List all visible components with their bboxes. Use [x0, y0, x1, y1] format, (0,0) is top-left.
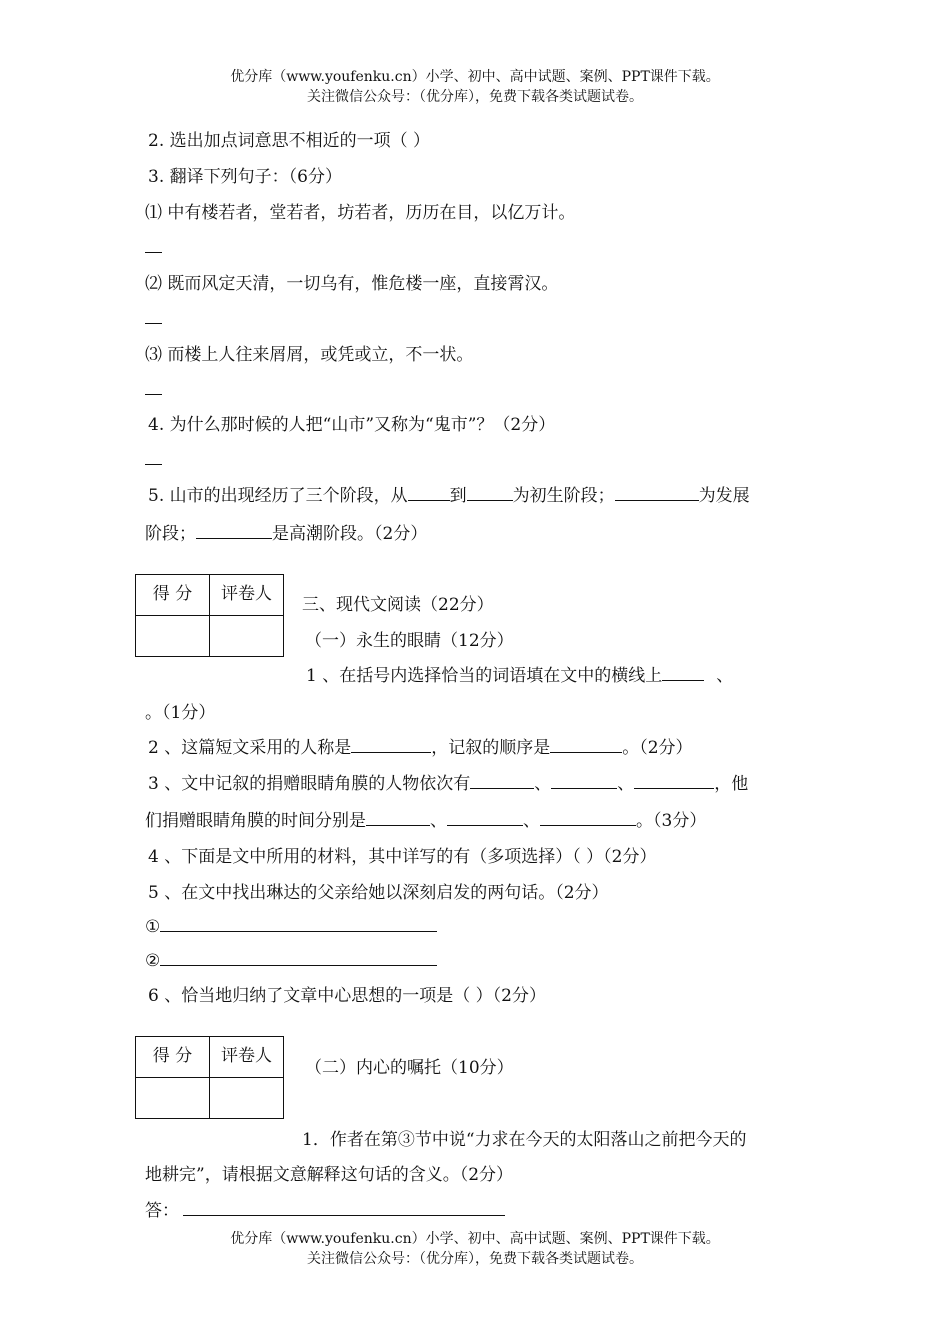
blank[interactable] [351, 735, 431, 753]
answer-marker: ② [145, 951, 161, 971]
question-text: 、 [430, 811, 447, 831]
footer-line-1: 优分库（www.youfenku.cn）小学、初中、高中试题、案例、PPT课件下载。 [230, 1231, 720, 1247]
question-text: 。（3分） [636, 811, 707, 831]
question-5-line-2 [145, 519, 427, 544]
question-2: 2. 选出加点词意思不相近的一项（ ） [148, 131, 431, 151]
question-text: 、 [523, 811, 540, 831]
answer-line [145, 323, 162, 324]
question-text: 、 [617, 774, 635, 794]
blank[interactable] [470, 771, 534, 789]
question-3: 3. 翻译下列句子：（6分） [148, 167, 342, 187]
question-text: 2 、这篇短文采用的人称是 [148, 738, 352, 758]
modern-question-3-line-2 [145, 806, 706, 831]
answer-line [145, 252, 162, 253]
answer-blank[interactable] [160, 914, 437, 932]
question-5-text: 阶段； [145, 524, 196, 544]
sentence-2: ⑵ 既而风定天清，一切乌有，惟危楼一座，直接霄汉。 [145, 274, 559, 294]
question-text: 3 、文中记叙的捐赠眼睛角膜的人物依次有 [148, 774, 471, 794]
blank[interactable] [662, 663, 704, 681]
grader-cell[interactable] [210, 616, 284, 657]
question-4: 4. 为什么那时候的人把“山市”又称为“鬼市”？（2分） [148, 415, 556, 435]
answer-blank[interactable] [160, 948, 437, 966]
question-5-line-1 [148, 481, 750, 506]
question-text: 。（2分） [622, 738, 693, 758]
header-line-2: 关注微信公众号：（优分库），免费下载各类试题试卷。 [307, 89, 643, 105]
answer-label: 答： [145, 1201, 179, 1221]
grader-cell[interactable] [210, 1078, 284, 1119]
modern-question-1-end: 。（1分） [145, 703, 216, 723]
score-table [135, 1036, 284, 1119]
score-header: 得 分 [136, 1037, 210, 1078]
score-table [135, 574, 284, 657]
answer-marker: ① [145, 917, 161, 937]
grader-header: 评卷人 [210, 575, 284, 616]
grader-header: 评卷人 [210, 1037, 284, 1078]
question-5-text: 为初生阶段； [512, 486, 615, 506]
subsection-title-1: （一）永生的眼睛（12分） [305, 631, 514, 651]
modern-question-4: 4 、下面是文中所用的材料，其中详写的有（多项选择）（ ）（2分） [148, 847, 657, 867]
question-text: ，记叙的顺序是 [431, 738, 551, 758]
blank[interactable] [408, 483, 450, 501]
modern-question-6: 6 、恰当地归纳了文章中心思想的一项是（ ）（2分） [148, 986, 546, 1006]
header-line-1: 优分库（www.youfenku.cn）小学、初中、高中试题、案例、PPT课件下载。 [230, 69, 720, 85]
answer-row-1 [145, 914, 437, 937]
subsection-title-2: （二）内心的嘱托（10分） [305, 1058, 514, 1078]
footer-line-2: 关注微信公众号：（优分库），免费下载各类试题试卷。 [307, 1251, 643, 1267]
score-cell[interactable] [136, 616, 210, 657]
answer-line [145, 394, 162, 395]
sentence-3: ⑶ 而楼上人往来屑屑，或凭或立，不一状。 [145, 345, 474, 365]
modern-question-5: 5 、在文中找出琳达的父亲给她以深刻启发的两句话。（2分） [148, 883, 609, 903]
blank[interactable] [447, 808, 523, 826]
blank[interactable] [634, 771, 714, 789]
answer-row [145, 1196, 505, 1221]
section-title: 三、现代文阅读（22分） [302, 595, 494, 615]
question-5-text: 是高潮阶段。（2分） [272, 524, 428, 544]
question-text: 、 [716, 666, 734, 686]
question-text: 们捐赠眼睛角膜的时间分别是 [145, 811, 366, 831]
question-text: 、 [534, 774, 552, 794]
blank[interactable] [467, 483, 513, 501]
modern-question-1 [306, 661, 733, 686]
answer-line [145, 464, 162, 465]
question-5-text: 到 [449, 486, 467, 506]
sentence-1: ⑴ 中有楼若者，堂若者，坊若者，历历在目，以亿万计。 [145, 203, 576, 223]
blank[interactable] [550, 735, 622, 753]
question-5-text: 为发展 [698, 486, 750, 506]
modern-question-3-line-1 [148, 769, 748, 794]
score-cell[interactable] [136, 1078, 210, 1119]
question-5-text: 5. 山市的出现经历了三个阶段，从 [148, 486, 408, 506]
blank[interactable] [196, 521, 272, 539]
blank[interactable] [540, 808, 636, 826]
answer-blank[interactable] [183, 1198, 505, 1216]
passage-question-1-line-1: 1．作者在第③节中说“力求在今天的太阳落山之前把今天的 [302, 1130, 747, 1150]
modern-question-2 [148, 733, 693, 758]
answer-row-2 [145, 948, 437, 971]
blank[interactable] [551, 771, 617, 789]
blank[interactable] [366, 808, 430, 826]
question-text: ，他 [714, 774, 749, 794]
blank[interactable] [615, 483, 699, 501]
question-text: 1 、在括号内选择恰当的词语填在文中的横线上 [306, 666, 663, 686]
passage-question-1-line-2: 地耕完”，请根据文意解释这句话的含义。（2分） [145, 1165, 514, 1185]
score-header: 得 分 [136, 575, 210, 616]
